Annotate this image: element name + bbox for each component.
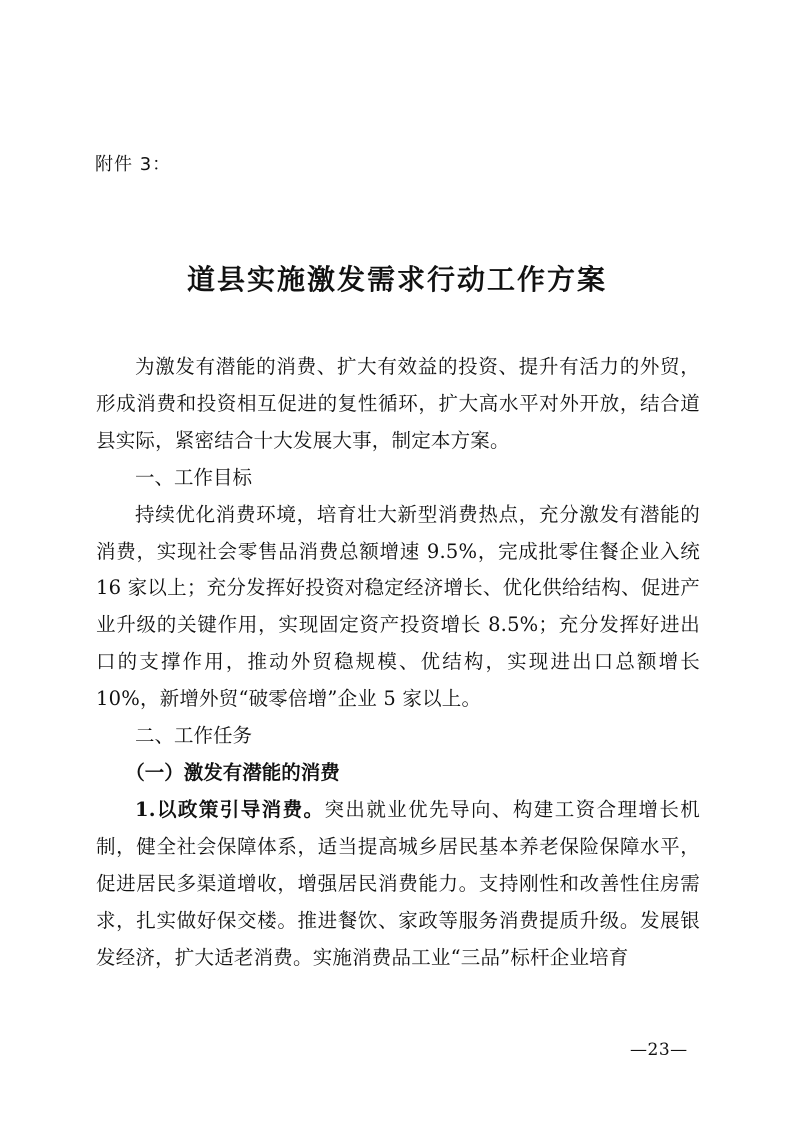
page-number: —23— — [630, 1040, 688, 1060]
attachment-label: 附件 3： — [95, 154, 172, 175]
section-heading-goals: 一、工作目标 — [135, 465, 253, 489]
document-title: 道县实施激发需求行动工作方案 — [186, 263, 607, 296]
subsection-heading-consumption: （一）激发有潜能的消费 — [125, 760, 340, 784]
intro-paragraph: 为激发有潜能的消费、扩大有效益的投资、提升有活力的外贸，形成消费和投资相互促进的复性循环，扩大高水平对外开放，结合道县实际，紧密结合十大发展大事，制定本方案。 — [96, 355, 700, 452]
task-item-1-lead: 1.以政策引导消费。 — [135, 797, 325, 821]
goals-paragraph: 持续优化消费环境，培育壮大新型消费热点，充分激发有潜能的消费，实现社会零售品消费总额增速 9.5%，完成批零住餐企业入统 16 家以上；充分发挥好投资对稳定经济增长、优化供给结构、促进产业升级的关键作用，实现固定资产投资增长 8.5%；充分发挥好进出口的支撑作用，推动外贸稳规模、优结构，实现进出口总额增长 10%，新增外贸“破零倍增”企业 5 家以上。 — [96, 502, 700, 711]
task-item-1 — [96, 792, 700, 977]
document-body — [96, 349, 700, 976]
section-heading-tasks: 二、工作任务 — [135, 724, 253, 748]
task-item-1-text: 突出就业优先导向、构建工资合理增长机制，健全社会保障体系，适当提高城乡居民基本养老保险保障水平，促进居民多渠道增收，增强居民消费能力。支持刚性和改善性住房需求，扎实做好保交楼。推进餐饮、家政等服务消费提质升级。发展银发经济，扩大适老消费。实施消费品工业“三品”标杆企业培育 — [96, 797, 700, 969]
